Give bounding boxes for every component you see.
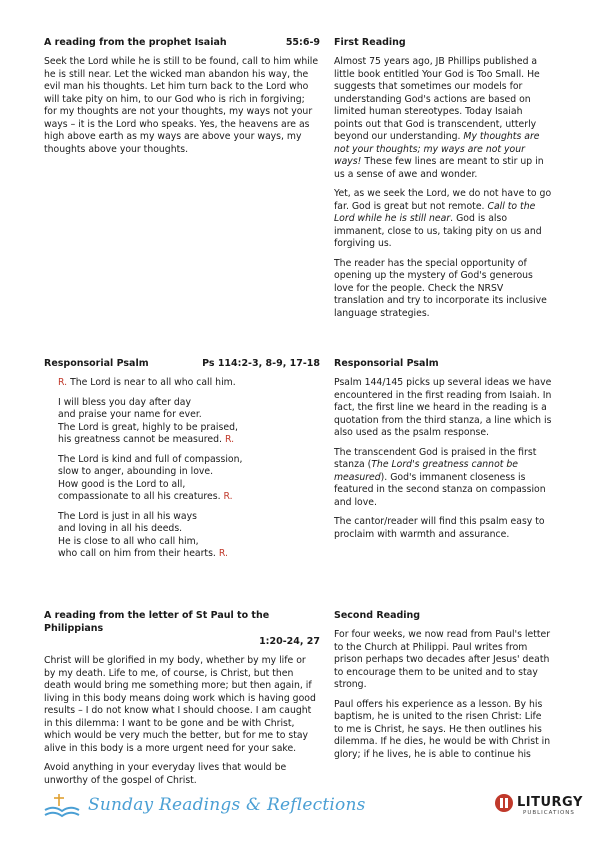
reading-text: Avoid anything in your everyday lives that would be unworthy of the gospel of Christ. bbox=[44, 762, 287, 786]
reading-title: A reading from the letter of St Paul to the Philippians bbox=[44, 610, 270, 634]
first-reading-reflection bbox=[334, 36, 552, 327]
publisher-subtitle: PUBLICATIONS bbox=[523, 810, 575, 816]
reading-reference: 55:6-9 bbox=[285, 37, 320, 48]
liturgy-logo-icon bbox=[494, 793, 514, 813]
psalm-stanza: The Lord is kind and full of compassion, slow to anger, abounding in love. How good is the Lord to all, compassionate to all his creatures. R. bbox=[58, 453, 243, 502]
reflection-paragraph: Almost 75 years ago, JB Phillips published a little book entitled Your God is Too Small. He suggests that sometimes our models for understanding God's actions are based on limited human stereotypes. Today Isaiah points out that God is transcendent, utterly beyond our understanding. My thoughts are not your thoughts; my ways are not your ways! These few lines are meant to stir up in us a sense of awe and wonder. bbox=[334, 56, 544, 180]
brand-title: Sunday Readings & Reflections bbox=[88, 795, 366, 815]
reflection-heading bbox=[334, 357, 552, 370]
psalm-response: R. The Lord is near to all who call him. bbox=[58, 377, 236, 388]
reflection-title: Second Reading bbox=[334, 610, 421, 621]
reflection-paragraph: The reader has the special opportunity of opening up the mystery of God's generous love for the people. Check the NRSV translation and try to incorporate its inclusive language strategies. bbox=[334, 257, 547, 319]
reflection-paragraph: The cantor/reader will find this psalm easy to proclaim with warmth and assurance. bbox=[334, 516, 545, 540]
first-reading-text-section bbox=[44, 36, 320, 163]
reading-heading bbox=[44, 36, 320, 49]
psalm-heading bbox=[44, 357, 320, 370]
open-book-icon bbox=[42, 792, 84, 822]
page-footer bbox=[0, 790, 595, 830]
reading-text: Seek the Lord while he is still to be found, call to him while he is still near. Let the wicked man abandon his way, the evil man his thoughts. Let him turn back to the Lord who will take pity on him, to our God who is rich in forgiving; for my thoughts are not your thoughts, my ways not your ways – it is the Lord who speaks. Yes, the heavens are as high above earth as my ways are above your ways, my thoughts above your thoughts. bbox=[44, 56, 319, 155]
reflection-heading bbox=[334, 36, 552, 49]
reflection-paragraph: Paul offers his experience as a lesson. By his baptism, he is united to the risen Christ: Life to me is Christ, he says. He then outlines his dilemma. If he dies, he would be with Christ in glory; if he lives, he is able to continue his bbox=[334, 698, 551, 760]
psalm-section bbox=[44, 357, 320, 568]
second-reading-reflection bbox=[334, 609, 552, 768]
reading-heading bbox=[44, 609, 320, 648]
reflection-paragraph: Psalm 144/145 picks up several ideas we have encountered in the first reading from Isaiah. In fact, the first line we heard in the reading is a quotation from the third stanza, a line which is also used as the psalm response. bbox=[334, 377, 552, 438]
psalm-title: Responsorial Psalm bbox=[44, 358, 149, 369]
psalm-reflection bbox=[334, 357, 552, 548]
reflection-paragraph: The transcendent God is praised in the first stanza (The Lord's greatness cannot be measured). God's immanent closeness is featured in the second stanza on compassion and love. bbox=[334, 446, 546, 508]
second-reading-text-section bbox=[44, 609, 320, 794]
reading-text: Christ will be glorified in my body, whether by my life or by my death. Life to me, of course, is Christ, but then death would bring me something more; but then again, if living in this body means doing work which is having good results – I do not know what I should choose. I am caught in this dilemma: I want to be gone and be with Christ, which would be very much the better, but for me to stay alive in this body is a more urgent need for your sake. bbox=[44, 655, 316, 754]
reading-reference: 1:20-24, 27 bbox=[259, 636, 320, 647]
reflection-heading bbox=[334, 609, 552, 622]
reflection-paragraph: For four weeks, we now read from Paul's letter to the Church at Philippi. Paul writes from prison perhaps two decades after Jesus' death to encourage them to be united and to stay strong. bbox=[334, 629, 551, 690]
reflection-paragraph: Yet, as we seek the Lord, we do not have to go far. God is great but not remote. Call to the Lord while he is still near. God is also immanent, close to us, taking pity on us and forgiving us. bbox=[334, 188, 552, 249]
psalm-reference: Ps 114:2-3, 8-9, 17-18 bbox=[202, 358, 320, 369]
psalm-stanza: The Lord is just in all his ways and loving in all his deeds. He is close to all who call him, who call on him from their hearts. R. bbox=[58, 510, 228, 559]
reflection-title: Responsorial Psalm bbox=[334, 358, 439, 369]
reading-title: A reading from the prophet Isaiah bbox=[44, 37, 227, 48]
reflection-title: First Reading bbox=[334, 37, 406, 48]
psalm-stanza: I will bless you day after day and praise your name for ever. The Lord is great, highly to be praised, his greatness cannot be measured. R. bbox=[58, 396, 238, 445]
publisher-name: LITURGY bbox=[517, 795, 583, 810]
